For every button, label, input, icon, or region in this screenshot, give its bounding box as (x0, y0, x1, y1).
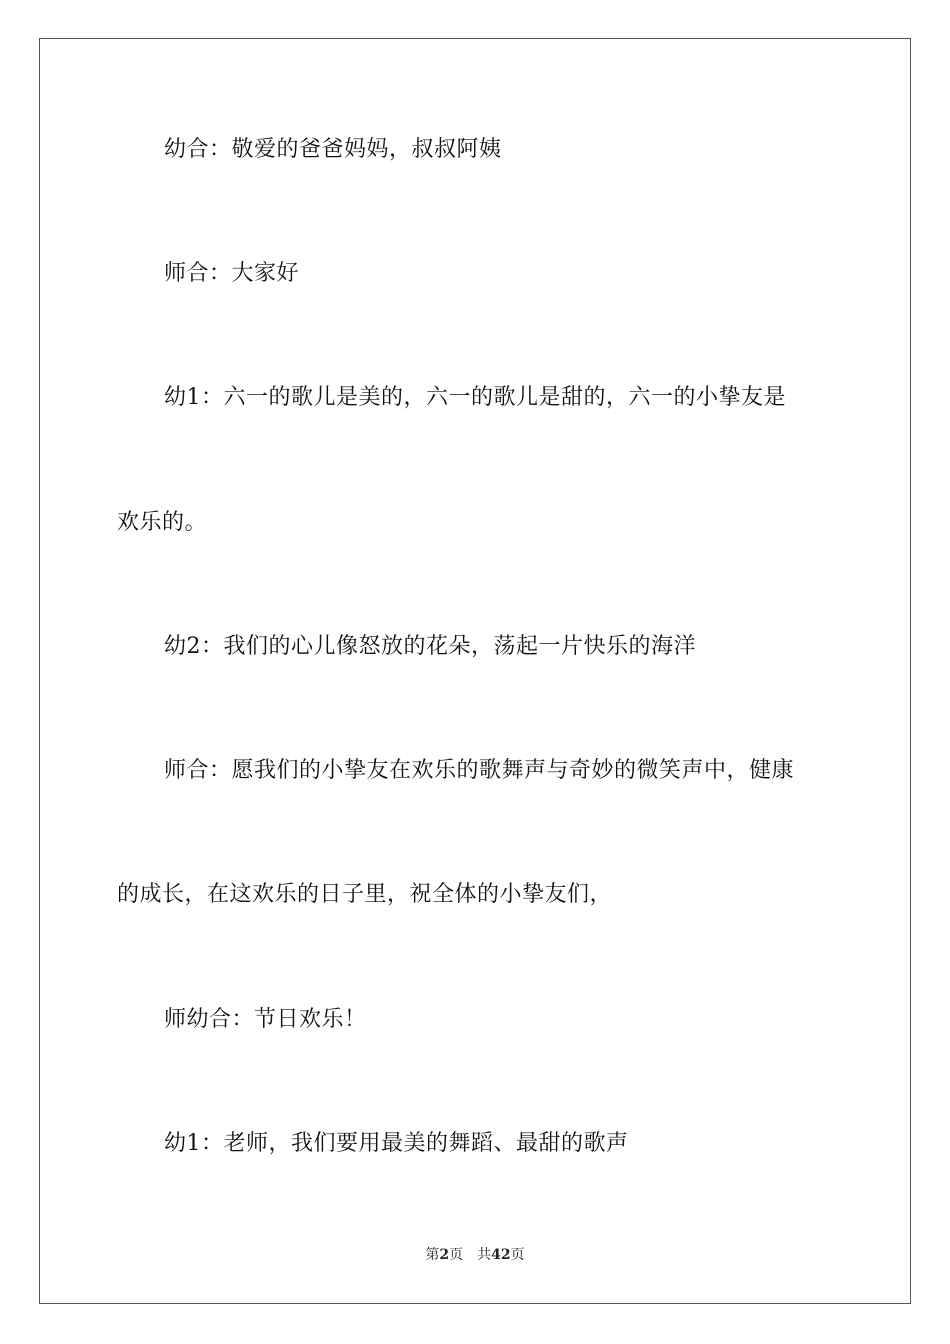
text-line: 幼2：我们的心儿像怒放的花朵，荡起一片快乐的海洋 (164, 634, 696, 659)
text-line: 幼1：老师，我们要用最美的舞蹈、最甜的歌声 (164, 1131, 629, 1156)
page-suffix: 页 (449, 1247, 464, 1263)
text-line: 师幼合：节日欢乐！ (164, 1007, 367, 1032)
page-total: 42 (491, 1247, 511, 1263)
text-line: 师合：愿我们的小挚友在欢乐的歌舞声与奇妙的微笑声中，健康 (164, 758, 795, 783)
total-suffix: 页 (510, 1247, 525, 1263)
page-prefix: 第 (425, 1247, 440, 1263)
total-prefix: 共 (477, 1247, 492, 1263)
text-line: 师合：大家好 (164, 261, 300, 286)
text-line: 的成长，在这欢乐的日子里，祝全体的小挚友们， (117, 882, 613, 907)
text-line: 欢乐的。 (117, 510, 208, 535)
text-line: 幼1：六一的歌儿是美的，六一的歌儿是甜的，六一的小挚友是 (164, 385, 786, 410)
page-current: 2 (439, 1247, 450, 1263)
text-line: 幼合：敬爱的爸爸妈妈，叔叔阿姨 (164, 137, 502, 162)
page-frame (39, 38, 911, 1304)
page-footer (0, 1245, 950, 1265)
